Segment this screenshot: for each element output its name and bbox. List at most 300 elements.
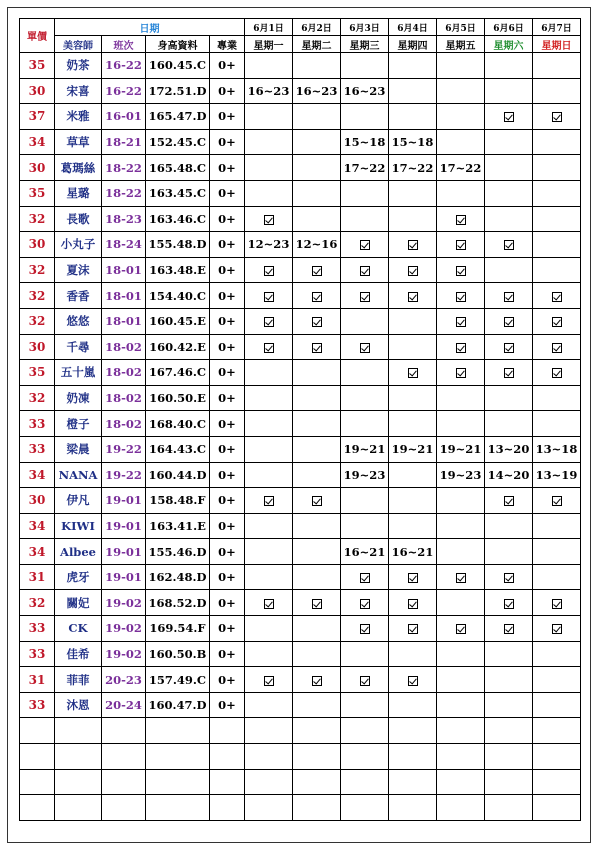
day-cell xyxy=(341,180,389,206)
specialty-cell: 0+ xyxy=(210,667,245,693)
day-cell xyxy=(533,104,581,130)
beautician-name: 橙子 xyxy=(55,411,102,437)
checkbox-checked-icon xyxy=(264,292,274,302)
shift-cell: 19-02 xyxy=(102,641,146,667)
day-cell xyxy=(437,616,485,642)
price-cell: 32 xyxy=(20,283,55,309)
beautician-name: 香香 xyxy=(55,283,102,309)
day-cell xyxy=(341,590,389,616)
day-cell: 17~22 xyxy=(341,155,389,181)
day-cell xyxy=(293,616,341,642)
checkbox-checked-icon xyxy=(456,292,466,302)
day-cell xyxy=(389,667,437,693)
profile-cell: 160.45.C xyxy=(146,53,210,79)
price-cell: 37 xyxy=(20,104,55,130)
table-row xyxy=(20,641,581,667)
day-cell xyxy=(389,513,437,539)
empty-cell xyxy=(341,769,389,795)
day-cell xyxy=(293,564,341,590)
price-cell: 34 xyxy=(20,129,55,155)
empty-cell xyxy=(485,769,533,795)
shift-cell: 20-24 xyxy=(102,692,146,718)
table-row xyxy=(20,436,581,462)
day-cell xyxy=(533,692,581,718)
profile-cell: 165.47.D xyxy=(146,104,210,130)
checkbox-checked-icon xyxy=(360,624,370,634)
checkbox-checked-icon xyxy=(264,599,274,609)
day-cell: 16~23 xyxy=(245,78,293,104)
empty-cell xyxy=(102,744,146,770)
empty-cell xyxy=(146,718,210,744)
shift-cell: 19-01 xyxy=(102,513,146,539)
checkbox-checked-icon xyxy=(504,599,514,609)
beautician-name: 沐恩 xyxy=(55,692,102,718)
day-cell xyxy=(485,667,533,693)
table-row xyxy=(20,564,581,590)
empty-cell xyxy=(245,744,293,770)
shift-cell: 19-22 xyxy=(102,436,146,462)
price-cell: 31 xyxy=(20,667,55,693)
day-cell xyxy=(485,53,533,79)
checkbox-checked-icon xyxy=(264,215,274,225)
day-cell xyxy=(533,641,581,667)
day-cell xyxy=(245,641,293,667)
day-cell xyxy=(341,104,389,130)
shift-cell: 19-01 xyxy=(102,488,146,514)
table-row xyxy=(20,180,581,206)
day-cell xyxy=(437,180,485,206)
beautician-name: 奶茶 xyxy=(55,53,102,79)
day-cell xyxy=(293,334,341,360)
shift-header: 班次 xyxy=(102,36,146,53)
day-cell xyxy=(245,360,293,386)
day-cell xyxy=(437,641,485,667)
day-cell xyxy=(437,667,485,693)
day-cell xyxy=(485,257,533,283)
specialty-cell: 0+ xyxy=(210,436,245,462)
day-cell xyxy=(341,692,389,718)
day-cell xyxy=(437,53,485,79)
day-cell xyxy=(437,104,485,130)
checkbox-checked-icon xyxy=(408,676,418,686)
empty-cell xyxy=(146,769,210,795)
checkbox-checked-icon xyxy=(408,368,418,378)
day-cell: 17~22 xyxy=(437,155,485,181)
day-cell xyxy=(437,308,485,334)
checkbox-checked-icon xyxy=(456,343,466,353)
day-cell xyxy=(245,308,293,334)
day-cell xyxy=(293,104,341,130)
specialty-cell: 0+ xyxy=(210,104,245,130)
profile-cell: 172.51.D xyxy=(146,78,210,104)
empty-cell xyxy=(293,795,341,821)
price-cell: 32 xyxy=(20,308,55,334)
day-cell xyxy=(245,462,293,488)
shift-cell: 19-02 xyxy=(102,616,146,642)
empty-cell xyxy=(341,744,389,770)
checkbox-checked-icon xyxy=(312,676,322,686)
checkbox-checked-icon xyxy=(264,343,274,353)
day-cell xyxy=(389,385,437,411)
checkbox-checked-icon xyxy=(360,343,370,353)
checkbox-checked-icon xyxy=(408,266,418,276)
specialty-cell: 0+ xyxy=(210,411,245,437)
day-cell xyxy=(293,539,341,565)
checkbox-checked-icon xyxy=(504,343,514,353)
day-cell: 19~21 xyxy=(341,436,389,462)
day-cell xyxy=(485,564,533,590)
checkbox-checked-icon xyxy=(360,240,370,250)
beautician-name: 宋喜 xyxy=(55,78,102,104)
profile-cell: 152.45.C xyxy=(146,129,210,155)
shift-cell: 18-22 xyxy=(102,155,146,181)
day-cell xyxy=(341,411,389,437)
profile-cell: 165.48.C xyxy=(146,155,210,181)
beautician-name: 梁晨 xyxy=(55,436,102,462)
day-cell xyxy=(389,308,437,334)
day-cell xyxy=(293,283,341,309)
checkbox-checked-icon xyxy=(312,599,322,609)
beautician-header: 美容師 xyxy=(55,36,102,53)
specialty-cell: 0+ xyxy=(210,257,245,283)
checkbox-checked-icon xyxy=(456,266,466,276)
day-cell xyxy=(485,104,533,130)
checkbox-checked-icon xyxy=(456,573,466,583)
price-cell: 33 xyxy=(20,411,55,437)
date-header-1: 6月1日 xyxy=(245,19,293,36)
beautician-name: 五十嵐 xyxy=(55,360,102,386)
day-cell: 19~21 xyxy=(389,436,437,462)
table-row xyxy=(20,206,581,232)
day-cell xyxy=(293,641,341,667)
beautician-name: CK xyxy=(55,616,102,642)
empty-row xyxy=(20,795,581,821)
checkbox-checked-icon xyxy=(360,292,370,302)
empty-cell xyxy=(437,769,485,795)
day-cell xyxy=(533,129,581,155)
checkbox-checked-icon xyxy=(312,266,322,276)
specialty-cell: 0+ xyxy=(210,616,245,642)
checkbox-checked-icon xyxy=(264,496,274,506)
empty-cell xyxy=(102,769,146,795)
day-cell xyxy=(245,129,293,155)
day-cell xyxy=(533,488,581,514)
profile-cell: 155.48.D xyxy=(146,232,210,258)
day-cell xyxy=(245,257,293,283)
date-header-2: 6月2日 xyxy=(293,19,341,36)
beautician-name: 佳希 xyxy=(55,641,102,667)
price-cell: 33 xyxy=(20,692,55,718)
day-cell: 16~21 xyxy=(389,539,437,565)
day-cell xyxy=(245,206,293,232)
day-cell xyxy=(389,206,437,232)
specialty-cell: 0+ xyxy=(210,180,245,206)
day-cell xyxy=(341,513,389,539)
day-cell xyxy=(245,667,293,693)
day-cell xyxy=(437,488,485,514)
checkbox-checked-icon xyxy=(552,317,562,327)
table-row xyxy=(20,385,581,411)
shift-cell: 18-02 xyxy=(102,334,146,360)
checkbox-checked-icon xyxy=(456,624,466,634)
profile-cell: 158.48.F xyxy=(146,488,210,514)
day-cell xyxy=(389,232,437,258)
day-cell xyxy=(485,360,533,386)
checkbox-checked-icon xyxy=(552,368,562,378)
day-cell: 14~20 xyxy=(485,462,533,488)
beautician-name: 米雅 xyxy=(55,104,102,130)
beautician-name: 伊凡 xyxy=(55,488,102,514)
checkbox-checked-icon xyxy=(312,343,322,353)
beautician-name: 長歌 xyxy=(55,206,102,232)
empty-cell xyxy=(389,769,437,795)
day-cell xyxy=(485,206,533,232)
day-cell xyxy=(437,206,485,232)
profile-cell: 160.50.B xyxy=(146,641,210,667)
specialty-cell: 0+ xyxy=(210,641,245,667)
checkbox-checked-icon xyxy=(408,292,418,302)
profile-cell: 160.47.D xyxy=(146,692,210,718)
day-cell xyxy=(293,513,341,539)
day-cell xyxy=(437,334,485,360)
profile-cell: 163.45.C xyxy=(146,180,210,206)
shift-cell: 18-02 xyxy=(102,411,146,437)
empty-cell xyxy=(293,769,341,795)
day-cell xyxy=(245,334,293,360)
day-cell xyxy=(389,616,437,642)
beautician-name: 千尋 xyxy=(55,334,102,360)
weekday-header-7: 星期日 xyxy=(533,36,581,53)
day-cell xyxy=(533,283,581,309)
checkbox-checked-icon xyxy=(360,266,370,276)
day-cell xyxy=(341,488,389,514)
day-cell xyxy=(389,78,437,104)
price-cell: 35 xyxy=(20,180,55,206)
day-cell xyxy=(533,667,581,693)
shift-cell: 18-21 xyxy=(102,129,146,155)
table-row xyxy=(20,462,581,488)
profile-cell: 169.54.F xyxy=(146,616,210,642)
day-cell xyxy=(389,462,437,488)
table-row xyxy=(20,616,581,642)
day-cell xyxy=(245,283,293,309)
empty-cell xyxy=(245,718,293,744)
table-row xyxy=(20,590,581,616)
checkbox-checked-icon xyxy=(552,292,562,302)
day-cell: 15~18 xyxy=(341,129,389,155)
beautician-name: NANA xyxy=(55,462,102,488)
day-cell xyxy=(341,257,389,283)
table-row xyxy=(20,692,581,718)
day-cell xyxy=(437,590,485,616)
empty-cell xyxy=(437,718,485,744)
checkbox-checked-icon xyxy=(456,368,466,378)
weekday-header-4: 星期四 xyxy=(389,36,437,53)
day-cell: 15~18 xyxy=(389,129,437,155)
day-cell xyxy=(485,692,533,718)
day-cell: 19~23 xyxy=(341,462,389,488)
empty-row xyxy=(20,744,581,770)
day-cell xyxy=(293,308,341,334)
empty-cell xyxy=(210,769,245,795)
day-cell xyxy=(485,616,533,642)
price-cell: 30 xyxy=(20,232,55,258)
price-cell: 30 xyxy=(20,155,55,181)
checkbox-checked-icon xyxy=(456,215,466,225)
table-row xyxy=(20,667,581,693)
shift-cell: 19-02 xyxy=(102,590,146,616)
empty-cell xyxy=(485,744,533,770)
empty-cell xyxy=(55,718,102,744)
day-cell xyxy=(485,232,533,258)
day-cell xyxy=(533,616,581,642)
day-cell xyxy=(245,411,293,437)
table-row xyxy=(20,104,581,130)
beautician-name: 虎牙 xyxy=(55,564,102,590)
table-row xyxy=(20,539,581,565)
day-cell xyxy=(533,334,581,360)
checkbox-checked-icon xyxy=(264,317,274,327)
specialty-header: 專業 xyxy=(210,36,245,53)
day-cell xyxy=(245,53,293,79)
day-cell xyxy=(533,411,581,437)
beautician-name: 星璐 xyxy=(55,180,102,206)
day-cell xyxy=(293,257,341,283)
empty-cell xyxy=(389,795,437,821)
beautician-name: 菲菲 xyxy=(55,667,102,693)
shift-cell: 18-23 xyxy=(102,206,146,232)
day-cell xyxy=(293,436,341,462)
day-cell xyxy=(245,180,293,206)
day-cell xyxy=(341,616,389,642)
checkbox-checked-icon xyxy=(360,676,370,686)
profile-cell: 163.48.E xyxy=(146,257,210,283)
day-cell xyxy=(485,78,533,104)
day-cell xyxy=(437,513,485,539)
day-cell xyxy=(485,411,533,437)
empty-cell xyxy=(210,795,245,821)
checkbox-checked-icon xyxy=(312,496,322,506)
price-cell: 30 xyxy=(20,488,55,514)
day-cell xyxy=(533,232,581,258)
shift-cell: 18-01 xyxy=(102,257,146,283)
day-cell xyxy=(437,257,485,283)
day-cell xyxy=(437,385,485,411)
price-cell: 33 xyxy=(20,616,55,642)
checkbox-checked-icon xyxy=(408,624,418,634)
shift-cell: 18-02 xyxy=(102,385,146,411)
day-cell xyxy=(245,692,293,718)
day-cell xyxy=(437,232,485,258)
day-cell xyxy=(341,564,389,590)
day-cell xyxy=(293,129,341,155)
table-row xyxy=(20,155,581,181)
day-cell xyxy=(389,641,437,667)
specialty-cell: 0+ xyxy=(210,564,245,590)
empty-cell xyxy=(533,795,581,821)
header-row-labels xyxy=(20,36,581,53)
beautician-name: 關妃 xyxy=(55,590,102,616)
empty-cell xyxy=(55,769,102,795)
profile-cell: 155.46.D xyxy=(146,539,210,565)
empty-cell xyxy=(533,769,581,795)
checkbox-checked-icon xyxy=(552,496,562,506)
day-cell xyxy=(389,104,437,130)
beautician-name: 悠悠 xyxy=(55,308,102,334)
empty-cell xyxy=(533,718,581,744)
day-cell xyxy=(245,385,293,411)
day-cell xyxy=(293,385,341,411)
checkbox-checked-icon xyxy=(552,599,562,609)
checkbox-checked-icon xyxy=(552,112,562,122)
day-cell xyxy=(389,360,437,386)
specialty-cell: 0+ xyxy=(210,692,245,718)
checkbox-checked-icon xyxy=(360,599,370,609)
day-cell xyxy=(341,385,389,411)
profile-cell: 160.44.D xyxy=(146,462,210,488)
table-row xyxy=(20,53,581,79)
shift-cell: 16-01 xyxy=(102,104,146,130)
day-cell xyxy=(293,155,341,181)
day-cell xyxy=(533,513,581,539)
table-row xyxy=(20,334,581,360)
day-cell xyxy=(437,129,485,155)
shift-cell: 18-22 xyxy=(102,180,146,206)
table-row xyxy=(20,360,581,386)
day-cell xyxy=(245,539,293,565)
day-cell xyxy=(389,411,437,437)
day-cell: 16~23 xyxy=(341,78,389,104)
day-cell xyxy=(245,155,293,181)
day-cell xyxy=(533,53,581,79)
day-cell xyxy=(341,232,389,258)
day-cell xyxy=(485,155,533,181)
day-cell xyxy=(485,283,533,309)
shift-cell: 18-24 xyxy=(102,232,146,258)
checkbox-checked-icon xyxy=(504,317,514,327)
day-cell xyxy=(485,513,533,539)
day-cell: 13~18 xyxy=(533,436,581,462)
day-cell xyxy=(341,641,389,667)
day-cell xyxy=(389,488,437,514)
shift-cell: 18-01 xyxy=(102,308,146,334)
empty-cell xyxy=(210,718,245,744)
price-cell: 30 xyxy=(20,334,55,360)
specialty-cell: 0+ xyxy=(210,78,245,104)
day-cell xyxy=(341,667,389,693)
beautician-name: 夏沫 xyxy=(55,257,102,283)
specialty-cell: 0+ xyxy=(210,53,245,79)
day-cell: 17~22 xyxy=(389,155,437,181)
specialty-cell: 0+ xyxy=(210,206,245,232)
profile-cell: 162.48.D xyxy=(146,564,210,590)
specialty-cell: 0+ xyxy=(210,539,245,565)
day-cell xyxy=(485,539,533,565)
profile-cell: 154.40.C xyxy=(146,283,210,309)
price-cell: 34 xyxy=(20,539,55,565)
price-cell: 32 xyxy=(20,385,55,411)
day-cell xyxy=(293,411,341,437)
shift-cell: 19-01 xyxy=(102,564,146,590)
day-cell xyxy=(293,692,341,718)
empty-cell xyxy=(389,718,437,744)
profile-cell: 163.46.C xyxy=(146,206,210,232)
beautician-name: Albee xyxy=(55,539,102,565)
empty-cell xyxy=(102,795,146,821)
profile-cell: 160.42.E xyxy=(146,334,210,360)
shift-cell: 16-22 xyxy=(102,53,146,79)
table-row xyxy=(20,78,581,104)
